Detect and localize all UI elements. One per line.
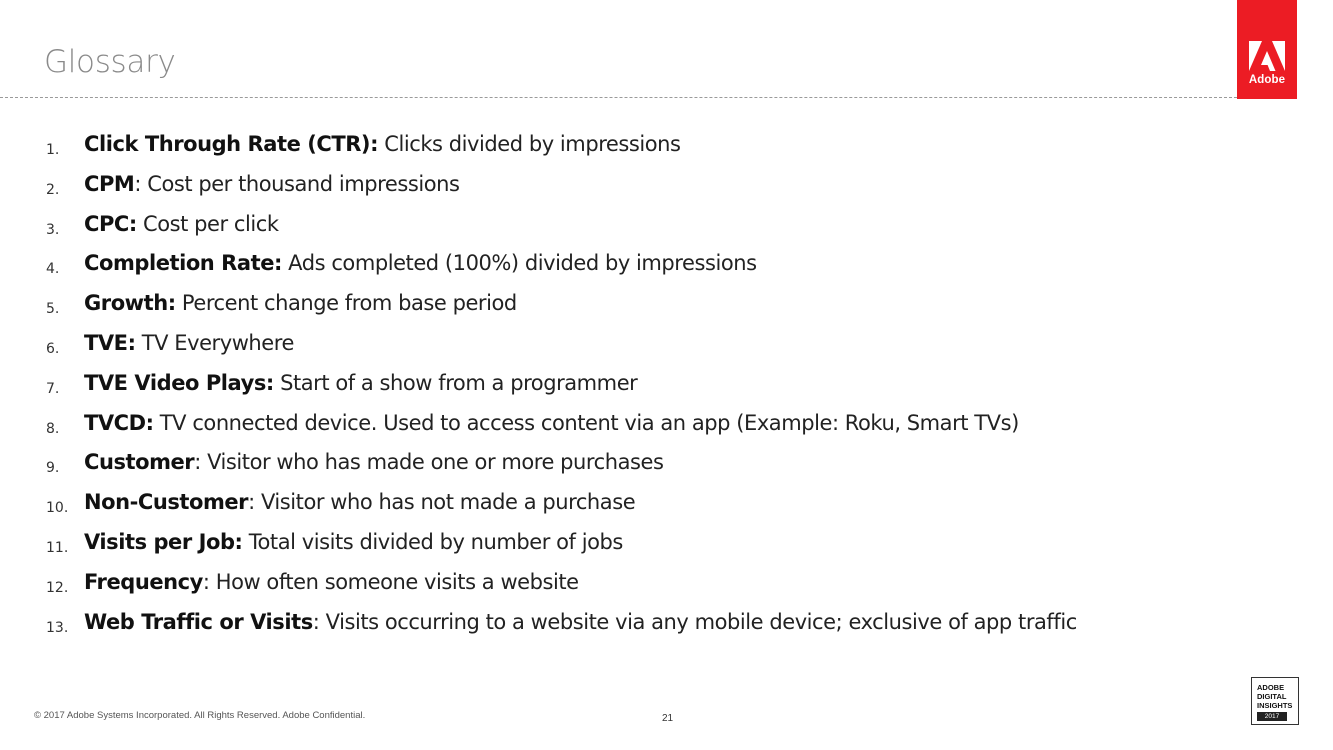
glossary-term-separator: :: [312, 609, 320, 634]
glossary-item-number: 4.: [46, 261, 60, 278]
glossary-definition: Cost per click: [136, 211, 279, 236]
glossary-item-number: 5.: [46, 301, 60, 318]
glossary-item: [0, 565, 1200, 601]
glossary-term-separator: :: [134, 171, 141, 196]
glossary-term: Web Traffic or Visits: [84, 609, 313, 634]
copyright-text: © 2017 Adobe Systems Incorporated. All Rights Reserved. Adobe Confidential.: [34, 710, 366, 721]
adobe-logo: [1237, 0, 1297, 99]
glossary-term: Visits per Job:: [84, 530, 243, 554]
glossary-item-text: [84, 172, 459, 196]
glossary-item-number: 7.: [46, 380, 60, 397]
glossary-item-number: 3.: [46, 221, 60, 238]
glossary-term-separator: :: [194, 450, 201, 475]
badge-line: ADOBE: [1257, 683, 1285, 692]
badge-line: DIGITAL: [1257, 692, 1287, 701]
glossary-item-number: 12.: [46, 579, 69, 596]
glossary-item-text: [84, 570, 579, 594]
adobe-digital-insights-badge: [1251, 677, 1299, 725]
glossary-definition: Ads completed (100%) divided by impressions: [281, 251, 757, 276]
glossary-item-text: [84, 450, 663, 474]
glossary-item-number: 10.: [46, 500, 69, 517]
glossary-item-number: 6.: [46, 341, 60, 357]
glossary-item: [0, 605, 1200, 641]
glossary-item-text: [84, 371, 637, 395]
glossary-item: [0, 366, 1200, 402]
glossary-definition: Start of a show from a programmer: [273, 370, 638, 395]
glossary-item-text: [84, 291, 517, 315]
glossary-item: [0, 485, 1200, 521]
glossary-item-number: 13.: [46, 619, 69, 636]
glossary-item-text: [84, 490, 635, 514]
glossary-item: [0, 445, 1200, 481]
glossary-term-separator: :: [202, 569, 210, 594]
glossary-definition: Percent change from base period: [175, 291, 517, 316]
glossary-term: CPM: [84, 171, 135, 196]
glossary-item: [0, 127, 1200, 163]
glossary-term: Completion Rate:: [84, 251, 282, 276]
glossary-term: CPC:: [84, 211, 137, 236]
glossary-item: [0, 246, 1200, 282]
glossary-term: TVCD:: [84, 410, 154, 435]
glossary-item: [0, 167, 1200, 203]
glossary-definition: TV connected device. Used to access content via an app (Example: Roku, Smart TVs): [153, 410, 1019, 435]
glossary-item-text: [84, 411, 1019, 435]
glossary-term-separator: :: [248, 490, 255, 515]
glossary-item-number: 2.: [46, 181, 60, 198]
glossary-item-text: [84, 610, 1077, 634]
glossary-term: Click Through Rate (CTR):: [84, 132, 379, 156]
glossary-item-text: [84, 212, 279, 236]
glossary-definition: Total visits divided by number of jobs: [242, 530, 623, 554]
badge-line: INSIGHTS: [1257, 701, 1293, 710]
glossary-definition: Clicks divided by impressions: [378, 132, 681, 156]
glossary-item: [0, 326, 1200, 362]
glossary-term: Growth:: [84, 291, 176, 316]
glossary-item-text: [84, 251, 757, 275]
glossary-item-number: 11.: [46, 540, 69, 556]
glossary-definition: Visitor who has not made a purchase: [254, 490, 636, 515]
glossary-definition: TV Everywhere: [135, 331, 294, 355]
glossary-item-number: 1.: [46, 142, 60, 158]
adobe-a-icon: [1249, 41, 1285, 71]
glossary-item: [0, 207, 1200, 243]
glossary-term: Non-Customer: [84, 490, 249, 515]
glossary-term: Frequency: [84, 569, 203, 594]
page-number: 21: [662, 713, 674, 724]
glossary-definition: Visitor who has made one or more purchases: [200, 450, 664, 475]
glossary-definition: How often someone visits a website: [209, 569, 579, 594]
glossary-item: [0, 525, 1200, 561]
glossary-item-number: 8.: [46, 420, 60, 437]
glossary-definition: Visits occurring to a website via any mobile device; exclusive of app traffic: [319, 609, 1077, 634]
slide-title: Glossary: [44, 44, 176, 80]
glossary-term: TVE:: [84, 331, 136, 355]
adobe-logo-text: Adobe: [1248, 74, 1286, 86]
glossary-item-text: [84, 331, 294, 355]
glossary-item: [0, 406, 1200, 442]
glossary-term: TVE Video Plays:: [84, 370, 274, 395]
glossary-term: Customer: [84, 450, 195, 475]
badge-year: 2017: [1257, 712, 1287, 721]
glossary-item: [0, 286, 1200, 322]
glossary-item-text: [84, 132, 681, 156]
title-divider: [0, 97, 1237, 98]
glossary-item-text: [84, 530, 623, 554]
glossary-item-number: 9.: [46, 460, 60, 477]
glossary-definition: Cost per thousand impressions: [141, 171, 460, 196]
